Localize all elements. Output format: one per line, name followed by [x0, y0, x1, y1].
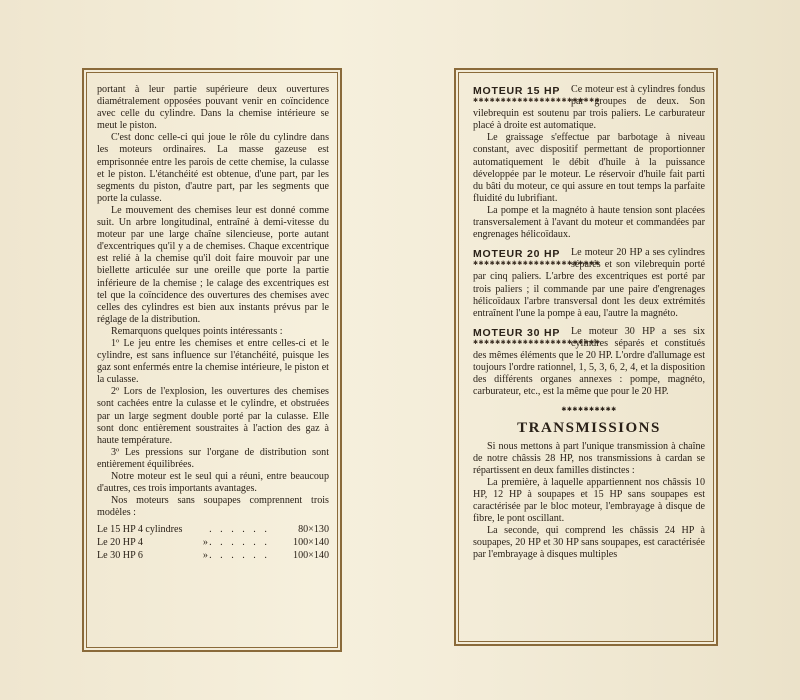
model-name: Le 15 HP 4 cylindres: [97, 524, 183, 536]
motor-heading: [473, 248, 601, 268]
motor-heading: [473, 326, 601, 347]
table-row: [97, 523, 329, 536]
star-rule: ✱✱✱✱✱✱✱✱✱✱✱✱✱✱✱✱✱✱✱✱✱✱✱: [473, 339, 601, 346]
paragraph: 3º Les pressions sur l'organe de distribution sont entièrement équilibrées.: [97, 446, 329, 470]
paragraph: La première, à laquelle appartiennent nos châssis 10 HP, 12 HP à soupapes et 15 HP sans soupapes est caractérisée par le bloc moteur, l'embrayage à disque de fibre, le pont oscillant.: [473, 476, 705, 525]
model-mark: »: [202, 550, 208, 562]
paragraph: Si nous mettons à part l'unique transmission à chaîne de notre châssis 28 HP, nos transmissions à cardan se répartissent en deux familles distinctes :: [473, 440, 705, 476]
motor-30-section: [473, 326, 705, 399]
model-mark: »: [202, 537, 208, 549]
right-column: [473, 84, 705, 561]
table-row: [97, 549, 329, 562]
paragraph: Le moteur 30 HP a ses six cylindres séparés et constitués des mêmes éléments que le 20 HP. L'ordre d'allumage est toujours l'ordre rationnel, 1, 5, 3, 6, 2, 4, et la disposition des différents organes annexes : pompe, magnéto, carburateur, etc., est la même que pour le 20 HP.: [473, 325, 705, 398]
star-rule: ✱✱✱✱✱✱✱✱✱✱✱✱✱✱✱✱✱✱✱✱✱✱✱: [473, 261, 601, 268]
paragraph: portant à leur partie supérieure deux ouvertures diamétralement opposées pouvant venir en coïncidence avec celle du cylindre. Dans la chemise intérieure se meut le piston.: [97, 84, 329, 132]
paragraph: Nos moteurs sans soupapes comprennent trois modèles :: [97, 495, 329, 519]
leader-dots: . . . . . .: [209, 524, 270, 536]
paragraph: 2º Lors de l'explosion, les ouvertures des chemises sont cachées entre la culasse et le cylindre, et obstruées par un large segment double porté par la culasse. Elle sont donc entièrement soustraites à l'action des gaz à haute température.: [97, 386, 329, 446]
motor-heading: [473, 85, 601, 105]
model-name: Le 30 HP 6: [97, 550, 143, 562]
paragraph: La pompe et la magnéto à haute tension sont placées transversalement à l'avant du moteur et commandées par engrenages hélicoïdaux.: [473, 204, 705, 241]
motor-title: MOTEUR 30 HP: [473, 326, 561, 339]
star-rule: ✱✱✱✱✱✱✱✱✱✱✱✱✱✱✱✱✱✱✱✱✱✱✱: [473, 98, 601, 105]
paragraph: Le mouvement des chemises leur est donné comme suit. Un arbre longitudinal, entraîné à demi-vitesse du moteur par une large chaîne silencieuse, porte autant d'excentriques qu'il y a de chemises. Chaque excentrique est relié à la chemise qu'il doit faire mouvoir par une biellette articulée sur une oreille que porte la partie inférieure de la chemise ; le calage des excentriques est tel que la coïncidence des ouvertures des chemises avec celles des cylindres est bien aux instants prévus par le réglage de la distribution.: [97, 204, 329, 325]
paragraph: C'est donc celle-ci qui joue le rôle du cylindre dans les moteurs ordinaires. La masse gazeuse est emprisonnée entre les parois de cette chemise, la culasse et le piston. L'étanchéité est obtenue, d'une part, par les segments du piston, d'autre part, par les segments que porte la culasse.: [97, 132, 329, 204]
leader-dots: . . . . . .: [209, 550, 270, 562]
leader-dots: . . . . . .: [209, 537, 270, 549]
motor-title: MOTEUR 15 HP: [473, 85, 561, 97]
paragraph: 1º Le jeu entre les chemises et entre celles-ci et le cylindre, est sans influence sur l'étanchéité, puisque les gaz sont enfermés entre la chemise intérieure, le piston et la culasse.: [97, 337, 329, 386]
model-name: Le 20 HP 4: [97, 537, 143, 549]
model-dimensions: 100×140: [293, 537, 329, 549]
engine-models-table: [97, 523, 329, 562]
star-separator: ✱✱✱✱✱✱✱✱✱✱: [561, 407, 617, 414]
model-dimensions: 100×140: [293, 550, 329, 562]
paragraph: Le moteur 20 HP a ses cylindres séparés et son vilebrequin porté par cinq paliers. L'arbre des excentriques est porté par trois paliers ; il commande par une paire d'engrenages hélicoïdaux l'arbre transversal dont les deux extrémités entraînent l'une la pompe à eau, l'autre la magnéto.: [473, 247, 705, 319]
paragraph: Remarquons quelques points intéressants :: [111, 325, 283, 337]
left-column: [97, 84, 329, 562]
motor-20-section: [473, 247, 705, 320]
paragraph: La seconde, qui comprend les châssis 24 HP à soupapes, 20 HP et 30 HP sans soupapes, est caractérisée par l'embrayage à disques multiples: [473, 525, 705, 561]
table-row: [97, 536, 329, 549]
section-title: TRANSMISSIONS: [517, 420, 661, 437]
model-dimensions: 80×130: [298, 524, 329, 536]
paragraph: Ce moteur est à cylindres fondus par groupes de deux. Son vilebrequin est soutenu par trois paliers. Le carburateur placé à droite est automatique.: [473, 84, 705, 132]
paragraph: Notre moteur est le seul qui a réuni, entre beaucoup d'autres, ces trois importants avantages.: [97, 471, 329, 495]
motor-15-section: [473, 84, 705, 241]
paragraph: Le graissage s'effectue par barbotage à niveau constant, avec dispositif permettant de proportionner automatiquement le débit d'huile à la puissance développée par le moteur. Le réservoir d'huile fait parti du bâti du moteur, ce qui assure en tout temps la parfaite fluidité du lubrifiant.: [473, 132, 705, 204]
motor-title: MOTEUR 20 HP: [473, 248, 561, 261]
